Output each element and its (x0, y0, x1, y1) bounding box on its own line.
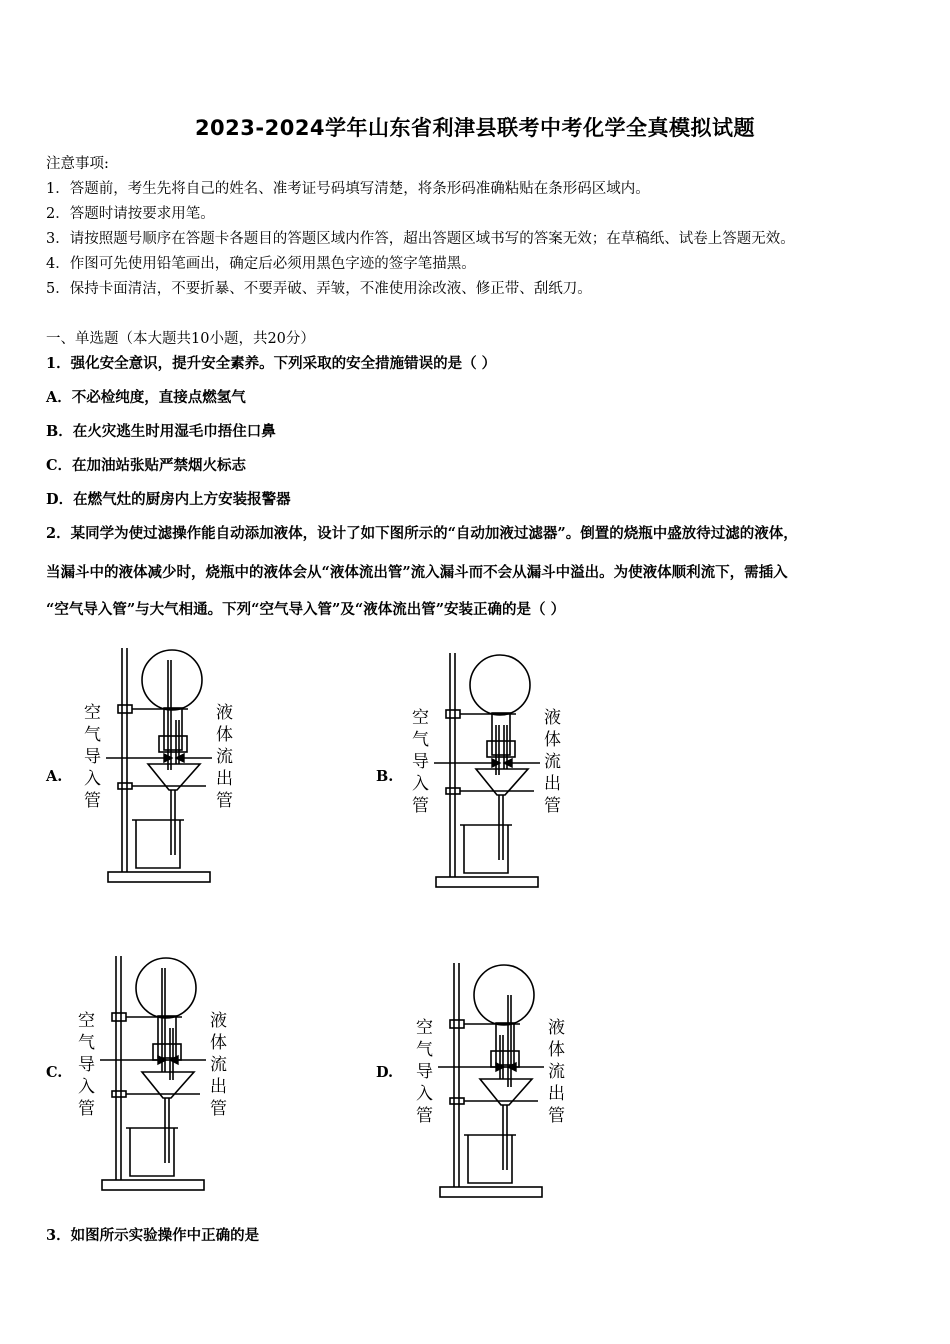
figure-b-right-char: 流 (544, 752, 561, 772)
figure-a-right-char: 体 (216, 725, 233, 745)
figure-c-right-char: 流 (210, 1055, 227, 1075)
figure-b-right-char: 管 (544, 796, 561, 816)
filter-apparatus-figure-d (408, 955, 578, 1205)
figure-c-right-char: 体 (210, 1033, 227, 1053)
question-2-line: 当漏斗中的液体减少时，烧瓶中的液体会从“液体流出管”流入漏斗而不会从漏斗中溢出。为使液体顺利流下，需插入 (46, 564, 788, 581)
notice-item: 2．答题时请按要求用笔。 (46, 206, 215, 222)
figure-c-right-char: 出 (210, 1077, 227, 1097)
notice-item: 5．保持卡面清洁，不要折暴、不要弄破、弄皱，不准使用涂改液、修正带、刮纸刀。 (46, 281, 592, 297)
figure-d-right-char: 液 (548, 1018, 565, 1038)
section-heading: 一、单选题（本大题共10小题，共20分） (46, 331, 315, 347)
question-1-option-b: B．在火灾逃生时用湿毛巾捂住口鼻 (46, 423, 276, 440)
figure-a-left-char: 空 (84, 703, 101, 723)
question-1-option-d: D．在燃气灶的厨房内上方安装报警器 (46, 491, 291, 508)
question-1-option-c: C．在加油站张贴严禁烟火标志 (46, 457, 247, 474)
notice-heading: 注意事项: (46, 156, 109, 172)
figure-c-left-char: 导 (78, 1055, 95, 1075)
figure-c-left-char: 入 (78, 1077, 95, 1097)
figure-d-label: D. (376, 1064, 394, 1081)
figure-c-right-char: 液 (210, 1011, 227, 1031)
figure-b-left-char: 入 (412, 774, 429, 794)
figure-c-left-char: 管 (78, 1099, 95, 1119)
figure-b-left-char: 气 (412, 730, 429, 750)
figure-c-label: C. (46, 1064, 63, 1081)
figure-d-left-char: 入 (416, 1084, 433, 1104)
filter-apparatus-figure-a (76, 640, 246, 890)
figure-a-right-char: 液 (216, 703, 233, 723)
figure-d-left-char: 管 (416, 1106, 433, 1126)
figure-a-left-char: 入 (84, 769, 101, 789)
figure-b-left-char: 空 (412, 708, 429, 728)
question-1-option-a: A．不必检纯度，直接点燃氢气 (46, 389, 246, 406)
figure-a-left-char: 管 (84, 791, 101, 811)
figure-a-right-char: 出 (216, 769, 233, 789)
figure-d-left-char: 气 (416, 1040, 433, 1060)
figure-b-right-char: 出 (544, 774, 561, 794)
figure-d-left-char: 导 (416, 1062, 433, 1082)
figure-b-right-char: 液 (544, 708, 561, 728)
figure-a-right-char: 管 (216, 791, 233, 811)
notice-item: 4．作图可先使用铅笔画出，确定后必须用黑色字迹的签字笔描黑。 (46, 256, 476, 272)
figure-b-right-char: 体 (544, 730, 561, 750)
figure-d-right-char: 管 (548, 1106, 565, 1126)
notice-item: 1．答题前，考生先将自己的姓名、准考证号码填写清楚，将条形码准确粘贴在条形码区域内。 (46, 181, 650, 197)
filter-apparatus-figure-b (404, 645, 574, 895)
question-2-line: “空气导入管”与大气相通。下列“空气导入管”及“液体流出管”安装正确的是（ ） (46, 601, 566, 618)
filter-apparatus-figure-c (70, 948, 240, 1198)
figure-a-label: A. (46, 768, 63, 785)
figure-d-left-char: 空 (416, 1018, 433, 1038)
question-2-line: 2．某同学为使过滤操作能自动添加液体，设计了如下图所示的“自动加液过滤器”。倒置的烧瓶中盛放待过滤的液体， (46, 525, 798, 542)
figure-a-left-char: 气 (84, 725, 101, 745)
figure-d-right-char: 出 (548, 1084, 565, 1104)
question-3-stem: 3．如图所示实验操作中正确的是 (46, 1227, 260, 1244)
figure-a-right-char: 流 (216, 747, 233, 767)
figure-c-left-char: 空 (78, 1011, 95, 1031)
question-1-stem: 1．强化安全意识，提升安全素养。下列采取的安全措施错误的是（ ） (46, 355, 497, 372)
page-title: 2023-2024学年山东省利津县联考中考化学全真模拟试题 (194, 116, 756, 140)
figure-b-left-char: 管 (412, 796, 429, 816)
figure-c-right-char: 管 (210, 1099, 227, 1119)
figure-b-label: B. (376, 768, 394, 785)
figure-c-left-char: 气 (78, 1033, 95, 1053)
figure-d-right-char: 流 (548, 1062, 565, 1082)
figure-d-right-char: 体 (548, 1040, 565, 1060)
notice-item: 3．请按照题号顺序在答题卡各题目的答题区域内作答，超出答题区域书写的答案无效；在草稿纸、试卷上答题无效。 (46, 231, 795, 247)
figure-a-left-char: 导 (84, 747, 101, 767)
figure-b-left-char: 导 (412, 752, 429, 772)
